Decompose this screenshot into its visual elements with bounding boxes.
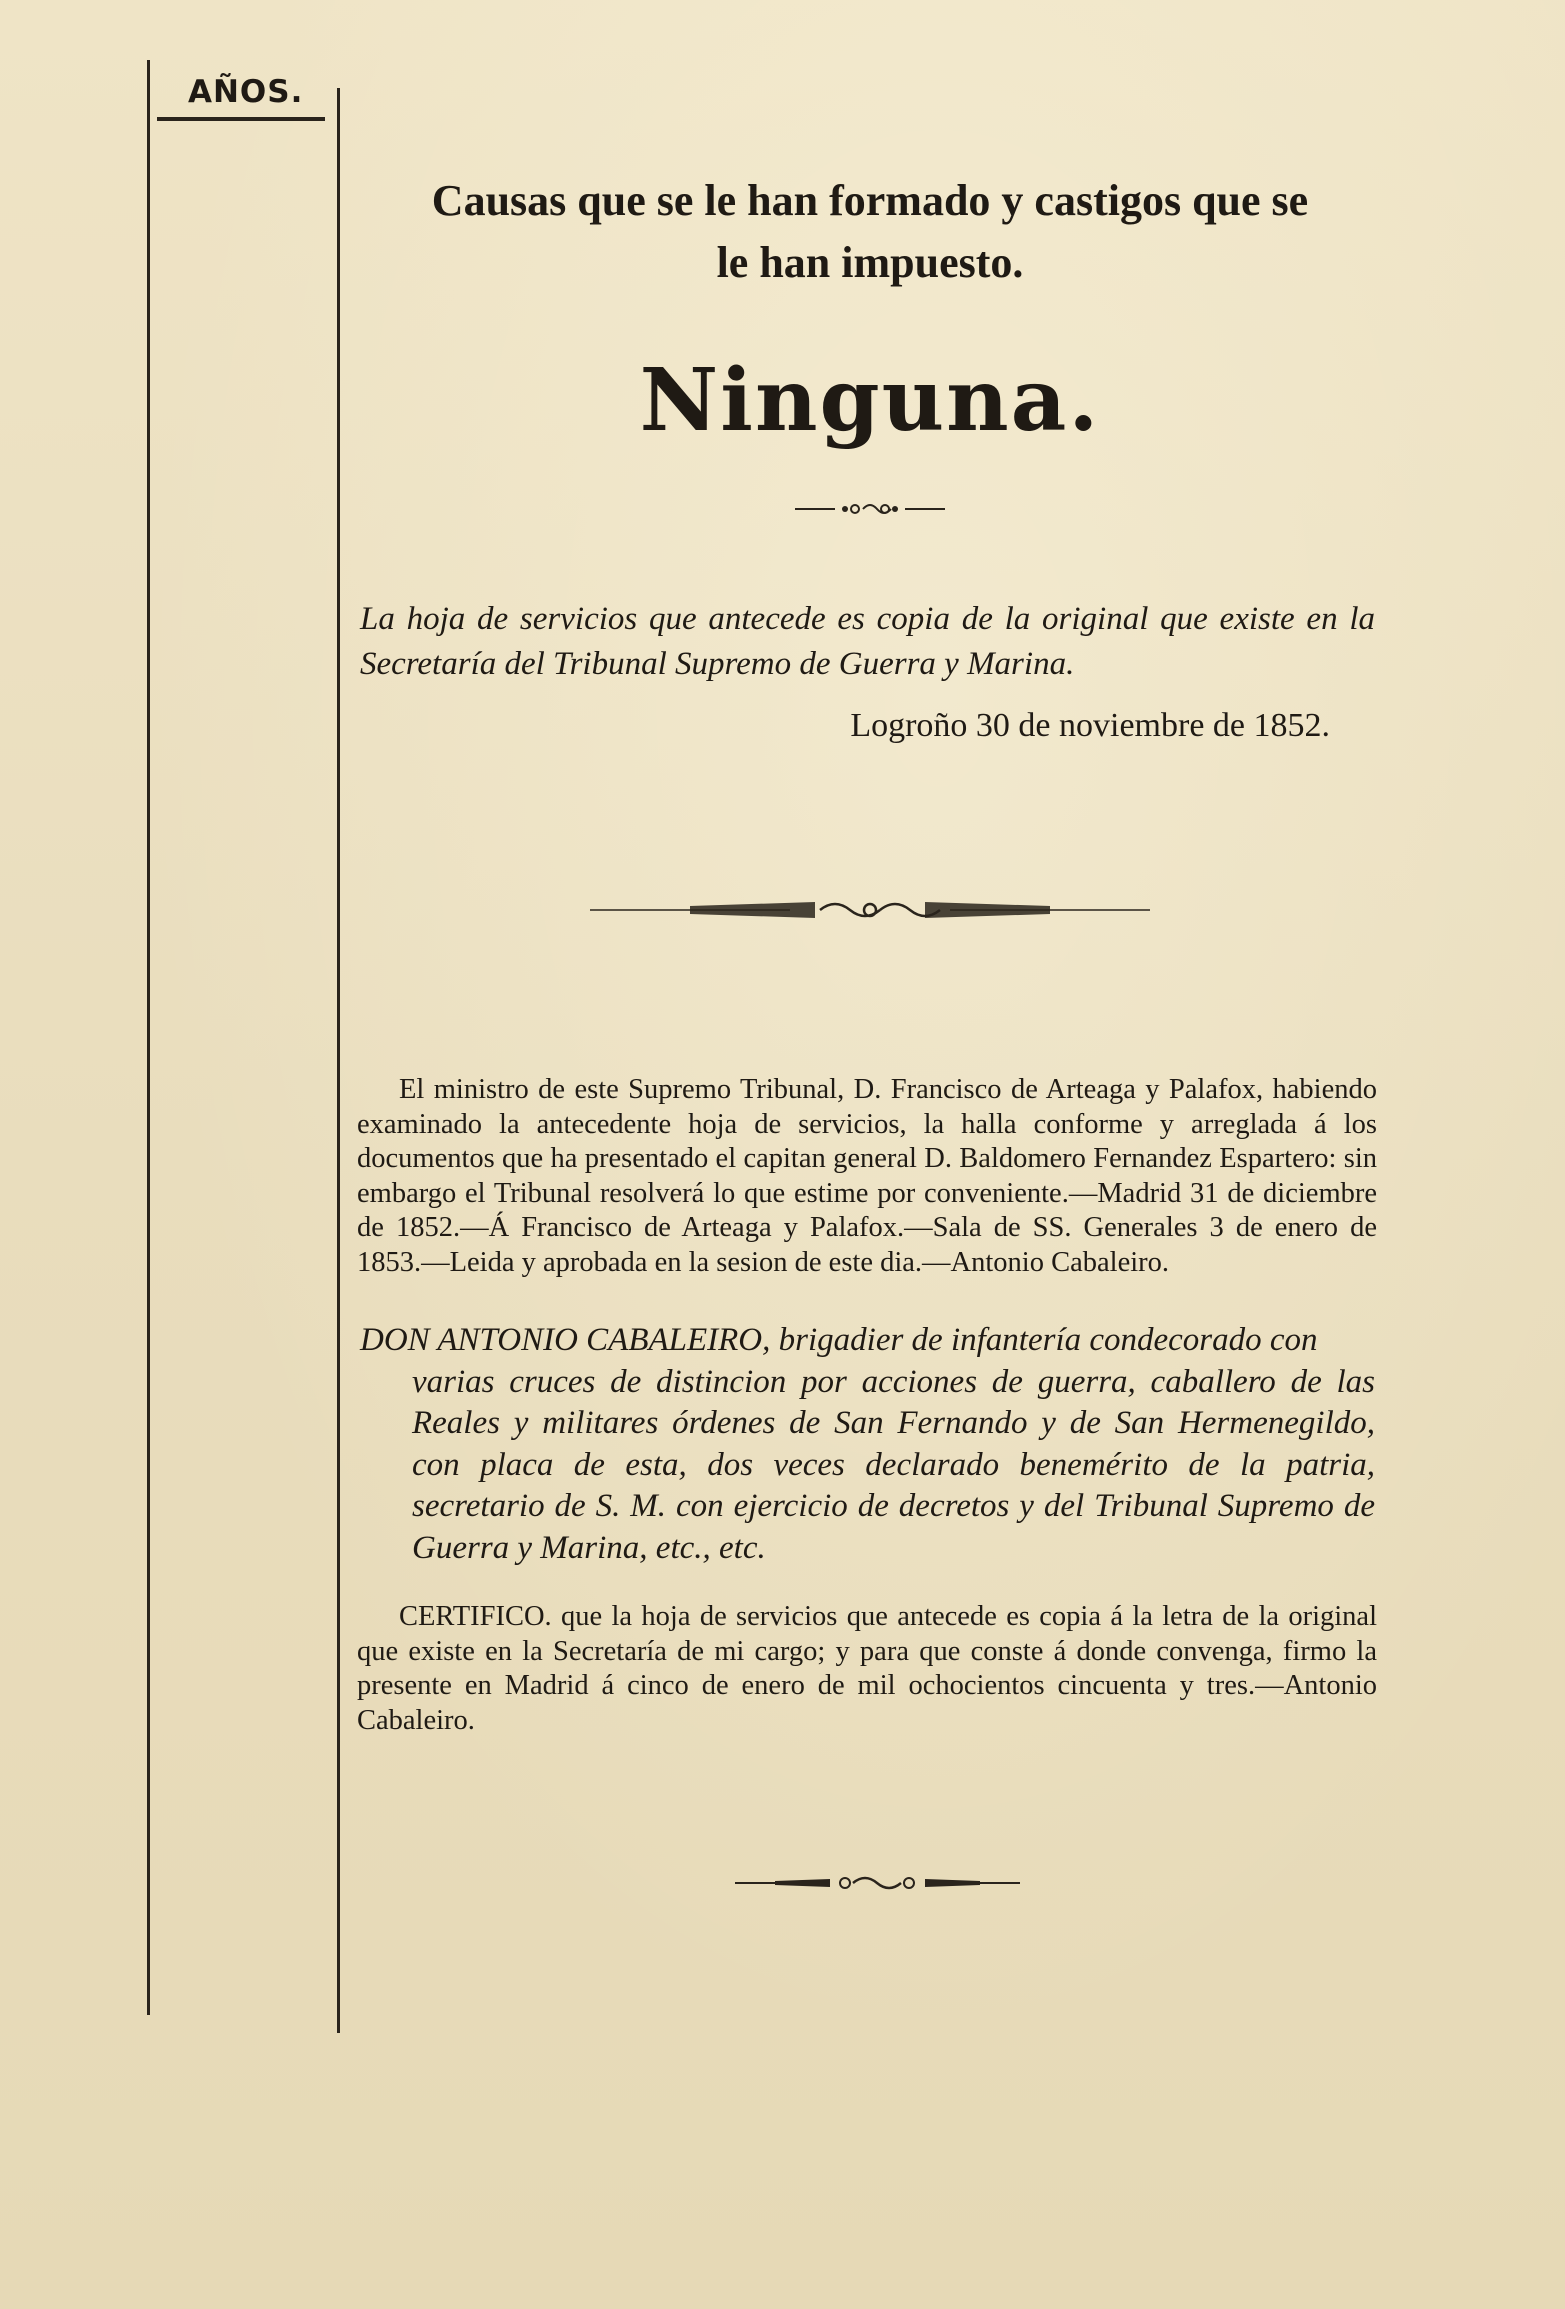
section-heading	[350, 170, 1390, 294]
certifier-titles	[360, 1320, 1375, 1569]
certifier-name: DON ANTONIO CABALEIRO,	[360, 1322, 771, 1358]
certifico-paragraph	[357, 1600, 1377, 1738]
certifier-title-lead: brigadier de infantería condecorado con	[778, 1322, 1318, 1358]
ministro-paragraph-text: El ministro de este Supremo Tribunal, D. Francisco de Arteaga y Palafox, habiendo examinado la antecedente hoja de servicios, la halla conforme y arreglada á los documentos que ha presentado el capitan general D. Baldomero Fernandez Espartero: sin embargo el Tribunal resolverá lo que estime por conveniente.—Madrid 31 de diciembre de 1852.—Á Francisco de Arteaga y Palafox.—Sala de SS. Generales 3 de enero de 1853.—Leida y aprobada en la sesion de este dia.—Antonio Cabaleiro.	[357, 1074, 1377, 1278]
years-column-header: AÑOS.	[188, 74, 304, 110]
ledger-outer-rule	[147, 60, 150, 2015]
copy-note: La hoja de servicios que antecede es copia de la original que existe en la Secretaría del Tribunal Supremo de Guerra y Marina.	[360, 601, 1375, 682]
small-ornament	[795, 494, 945, 524]
section-heading-line-2: le han impuesto.	[716, 238, 1024, 287]
certifico-paragraph-text: CERTIFICO. que la hoja de servicios que antecede es copia á la letra de la original que existe en la Secretaría de mi cargo; y para que conste á donde convenga, firmo la presente en Madrid á cinco de enero de mil ochocientos cincuenta y tres.—Antonio Cabaleiro.	[357, 1601, 1377, 1736]
dateline: Logroño 30 de noviembre de 1852.	[850, 707, 1330, 744]
closing-ornament	[735, 1868, 1020, 1898]
divider-ornament	[590, 890, 1150, 930]
ledger-inner-rule	[337, 88, 340, 2033]
verdict-text: Ninguna.	[639, 350, 1101, 451]
ministro-paragraph	[357, 1073, 1377, 1280]
section-heading-line-1: Causas que se le han formado y castigos que se	[431, 176, 1309, 225]
certifier-title-rest: varias cruces de distincion por acciones de guerra, caballero de las Reales y militares órdenes de San Fernando y de San Hermenegildo, con placa de esta, dos veces declarado benemérito de la patria, secretario de S. M. con ejercicio de decretos y del Tribunal Supremo de Guerra y Marina, etc., etc.	[412, 1363, 1375, 1566]
years-header-underline	[157, 117, 325, 121]
